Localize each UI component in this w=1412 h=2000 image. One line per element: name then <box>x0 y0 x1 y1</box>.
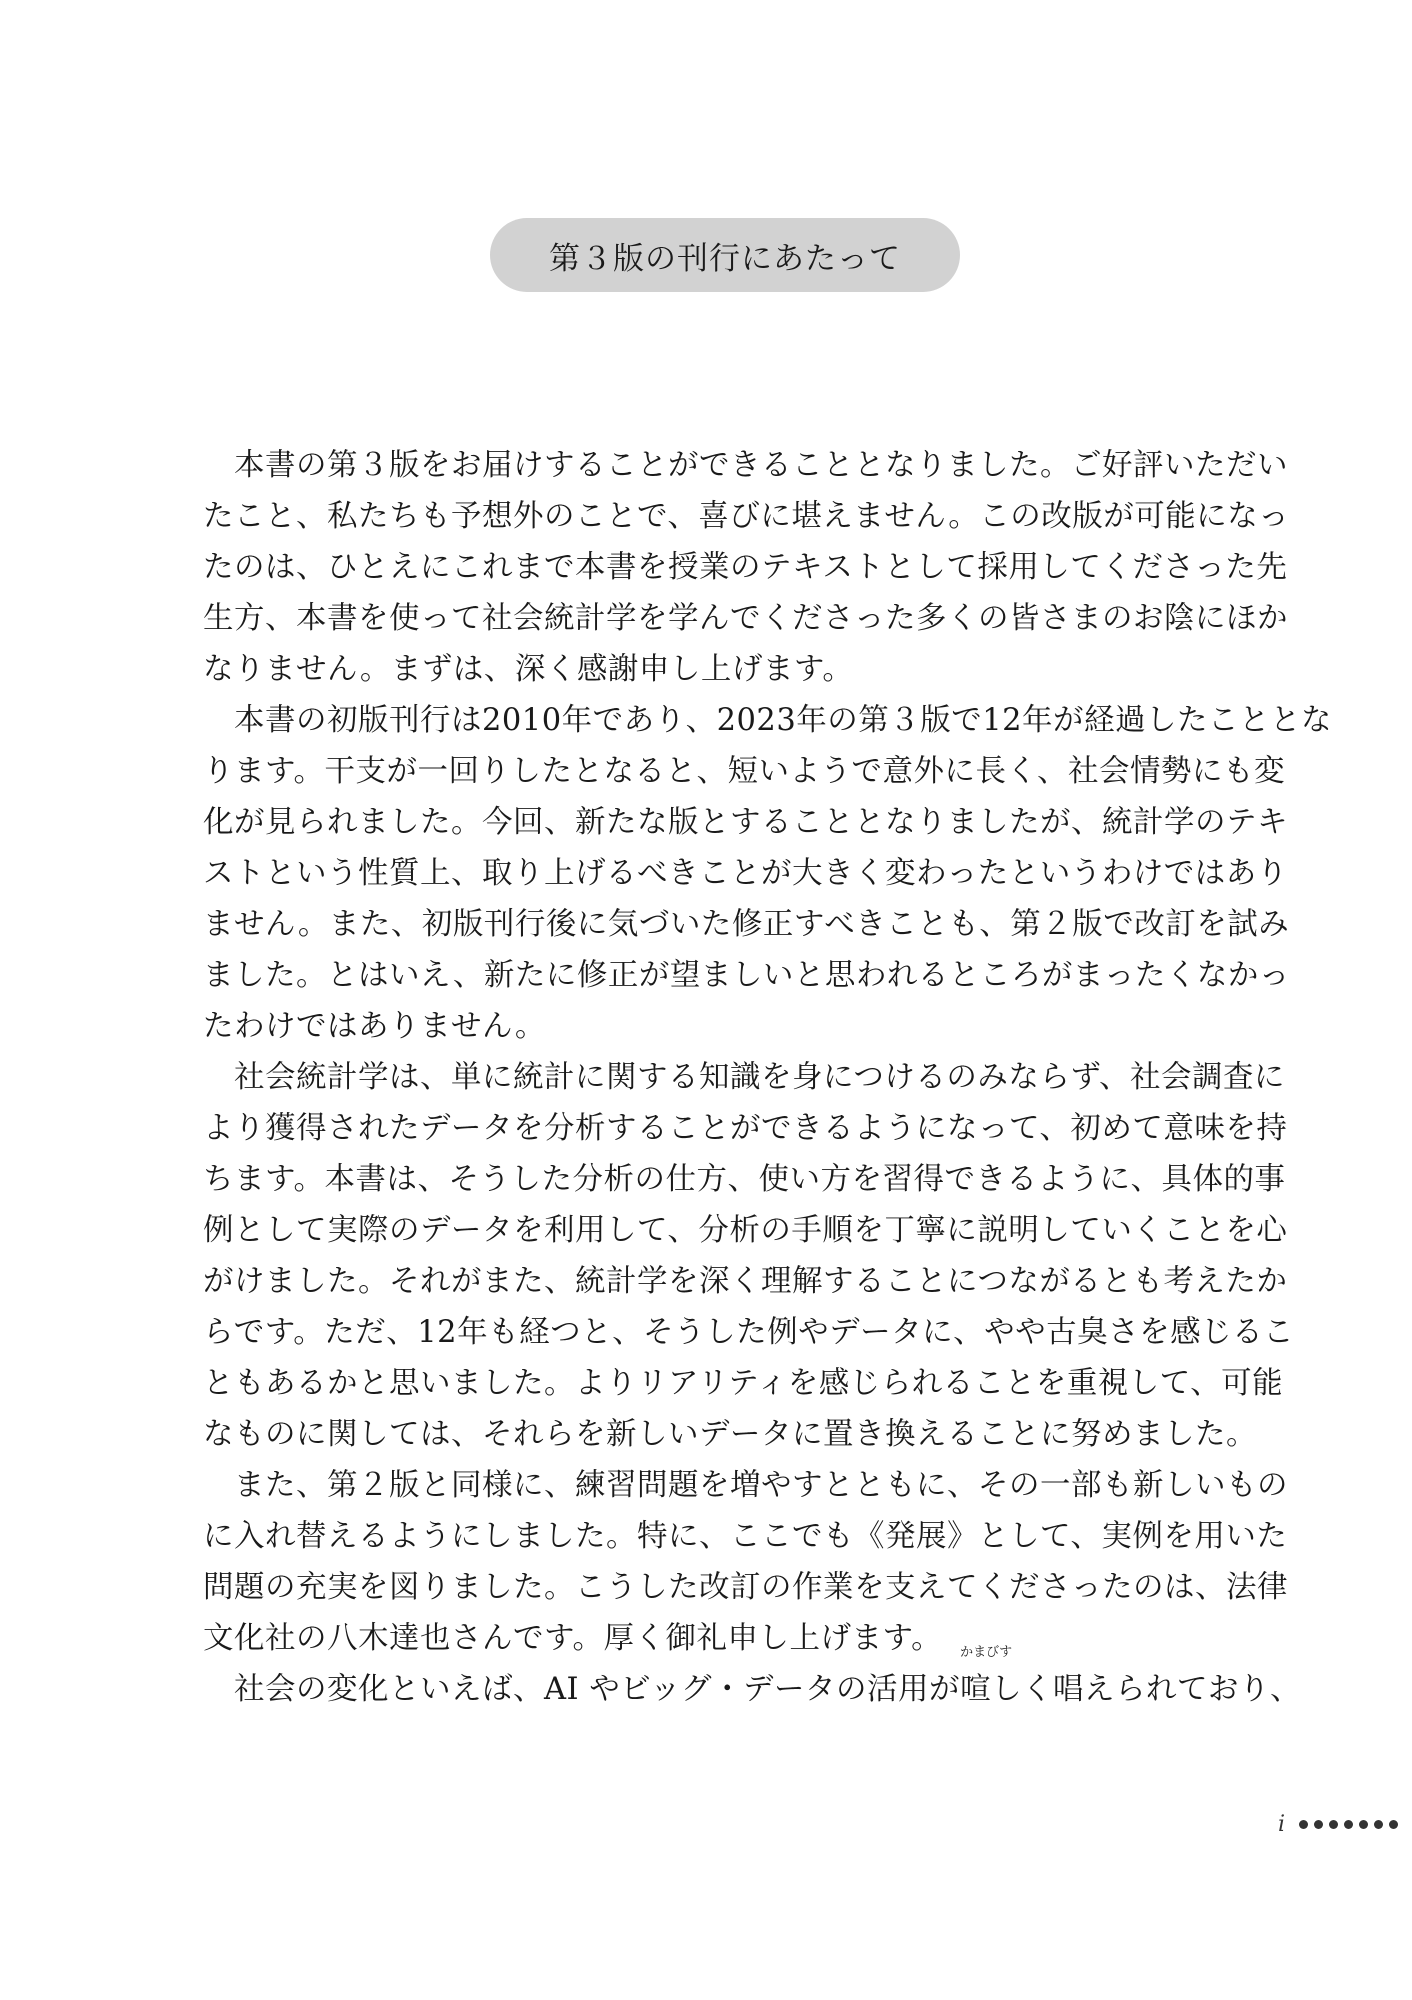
body-line: 本書の初版刊行は2010年であり、2023年の第３版で12年が経過したこととな <box>203 703 1333 738</box>
page-number: i <box>1277 1812 1285 1837</box>
body-line: また、第２版と同様に、練習問題を増やすとともに、その一部も新しいもの <box>203 1468 1288 1503</box>
footer-dot-icon <box>1389 1820 1398 1829</box>
footer-dot-icon <box>1314 1820 1323 1829</box>
body-line-last <box>203 1645 1302 1715</box>
footer-dot-icon <box>1299 1820 1308 1829</box>
body-line: ともあるかと思いました。よりリアリティを感じられることを重視して、可能 <box>203 1366 1284 1401</box>
body-line: 社会統計学は、単に統計に関する知識を身につけるのみならず、社会調査に <box>203 1060 1285 1095</box>
body-line-last-start: 社会の変化といえば、AI やビッグ・データの活用が <box>203 1672 961 1707</box>
body-line: ります。干支が一回りしたとなると、短いようで意外に長く、社会情勢にも変 <box>203 754 1285 789</box>
body-line: たわけではありません。 <box>203 1009 546 1044</box>
body-line: より獲得されたデータを分析することができるようになって、初めて意味を持 <box>203 1111 1288 1146</box>
body-line: に入れ替えるようにしました。特に、ここでも《発展》として、実例を用いた <box>203 1519 1288 1554</box>
title-pill <box>490 218 960 292</box>
body-line: ません。また、初版刊行後に気づいた修正すべきことも、第２版で改訂を試み <box>203 907 1290 942</box>
page-title: 第３版の刊行にあたって <box>549 240 901 277</box>
ruby-base: 喧 <box>960 1672 992 1707</box>
footer-dot-icon <box>1344 1820 1353 1829</box>
body-line: 生方、本書を使って社会統計学を学んでくださった多くの皆さまのお陰にほか <box>203 601 1288 636</box>
body-line: たこと、私たちも予想外のことで、喜びに堪えません。この改版が可能になっ <box>203 499 1290 534</box>
body-line-last-end: しく唱えられており、 <box>991 1672 1302 1707</box>
body-line: ストという性質上、取り上げるべきことが大きく変わったというわけではあり <box>203 856 1288 891</box>
body-line: 化が見られました。今回、新たな版とすることとなりましたが、統計学のテキ <box>203 805 1288 840</box>
page-footer <box>1278 1812 1398 1837</box>
footer-dot-icon <box>1359 1820 1368 1829</box>
body-line: なものに関しては、それらを新しいデータに置き換えることに努めました。 <box>203 1417 1257 1452</box>
body-line: なりません。まずは、深く感謝申し上げます。 <box>203 652 854 687</box>
footer-dot-icon <box>1329 1820 1338 1829</box>
body-line: 例として実際のデータを利用して、分析の手順を丁寧に説明していくことを心 <box>203 1213 1288 1248</box>
body-line: ました。とはいえ、新たに修正が望ましいと思われるところがまったくなかっ <box>203 958 1290 993</box>
body-line: がけました。それがまた、統計学を深く理解することにつながるとも考えたか <box>203 1264 1288 1299</box>
body-text <box>203 440 1333 1715</box>
footer-dot-icon <box>1374 1820 1383 1829</box>
body-line: 本書の第３版をお届けすることができることとなりました。ご好評いただい <box>203 448 1288 483</box>
body-line: ちます。本書は、そうした分析の仕方、使い方を習得できるように、具体的事 <box>203 1162 1286 1197</box>
body-line: たのは、ひとえにこれまで本書を授業のテキストとして採用してくださった先 <box>203 550 1288 585</box>
ruby-reading: かまびす <box>960 1645 1013 1660</box>
body-line: 文化社の八木達也さんです。厚く御礼申し上げます。 <box>203 1621 943 1656</box>
ruby-word <box>960 1645 1013 1715</box>
body-line: らです。ただ、12年も経つと、そうした例やデータに、やや古臭さを感じるこ <box>203 1315 1295 1350</box>
body-line: 問題の充実を図りました。こうした改訂の作業を支えてくださったのは、法律 <box>203 1570 1288 1605</box>
